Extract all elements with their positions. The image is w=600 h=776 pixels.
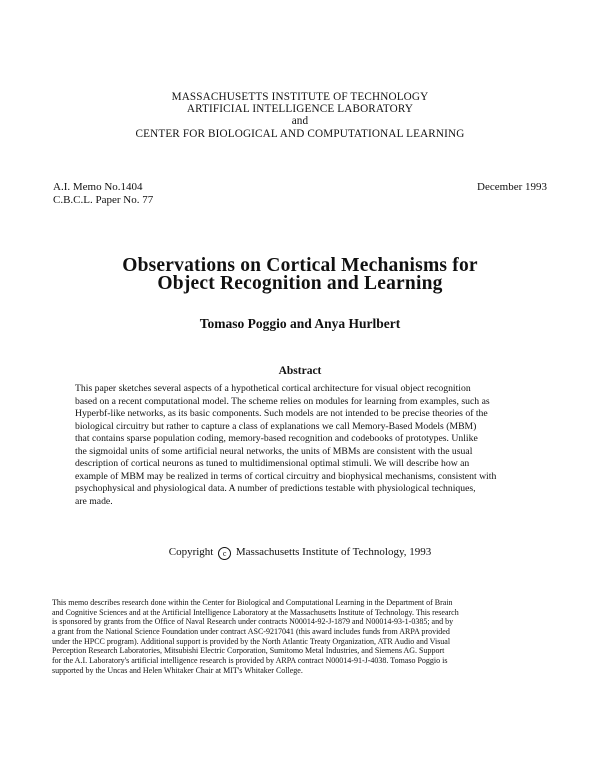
abstract-line: psychophysical and physiological data. A number of predictions testable with physiological techniques, — [75, 483, 476, 494]
institution-line: and — [291, 115, 309, 128]
abstract-line: that contains sparse population coding, memory-based recognition and codebooks of prototypes. Unlike — [75, 433, 478, 444]
copyright-text: Massachusetts Institute of Technology, 1993 — [235, 546, 432, 558]
abstract-body — [75, 383, 525, 508]
abstract-line: biological circuitry but rather to capture a class of explanations we call Memory-Based Models (MBM) — [75, 420, 477, 432]
abstract-line: based on a recent computational model. The scheme relies on modules for learning from examples, such as — [75, 395, 490, 407]
footnote-line: and Cognitive Sciences and at the Artificial Intelligence Laboratory at the Massachusetts Institute of Technology. This research — [52, 607, 459, 617]
institution-line: ARTIFICIAL INTELLIGENCE LABORATORY — [186, 103, 414, 116]
paper-number: C.B.C.L. Paper No. 77 — [53, 193, 154, 206]
abstract-line: Hyperbf-like networks, as its basic components. Such models are not intended to be precise theories of the — [75, 408, 488, 419]
memo-date: December 1993 — [477, 181, 547, 193]
footnote-line: This memo describes research done within the Center for Biological and Computational Learning in the Department of Brain — [52, 598, 453, 607]
footnote-line: Perception Research Laboratories, Mitsubishi Electric Corporation, Sumitomo Metal Industries, and Siemens AG. Support — [52, 646, 445, 656]
institution-line: MASSACHUSETTS INSTITUTE OF TECHNOLOGY — [171, 91, 429, 103]
abstract-heading: Abstract — [278, 365, 322, 377]
copyright-prefix: Copyright — [168, 546, 214, 558]
copyright-icon: c — [218, 547, 231, 560]
funding-footnote — [52, 598, 552, 675]
footnote-line: supported by the Uncas and Helen Whitaker Chair at MIT's Whitaker College. — [52, 665, 303, 675]
title-line-1: Observations on Cortical Mechanisms for — [122, 255, 478, 276]
copyright-notice — [0, 546, 600, 560]
abstract-line: description of cortical neurons as tuned to multidimensional optimal stimuli. We will describe how an — [75, 458, 470, 469]
memo-identifiers — [53, 181, 153, 206]
abstract-line: the sigmoidal units of some artificial neural networks, the units of MBMs are consistent with the usual — [75, 445, 473, 457]
authors: Tomaso Poggio and Anya Hurlbert — [199, 316, 401, 331]
abstract-line: This paper sketches several aspects of a hypothetical cortical architecture for visual object recognition — [75, 383, 471, 394]
footnote-line: a grant from the National Science Foundation under contract ASC-9217041 (this award includes funds from ARPA provided — [52, 626, 450, 636]
institution-line: CENTER FOR BIOLOGICAL AND COMPUTATIONAL LEARNING — [135, 127, 465, 140]
institution-header — [0, 91, 600, 140]
title-line-2: Object Recognition and Learning — [157, 272, 443, 294]
abstract-line: are made. — [75, 495, 113, 507]
memo-number: A.I. Memo No.1404 — [53, 181, 143, 193]
footnote-line: for the A.I. Laboratory's artificial intelligence research is provided by ARPA contract N00014-91-J-4038. Tomaso Poggio is — [52, 655, 448, 665]
abstract-line: example of MBM may be realized in terms of cortical circuitry and biophysical mechanisms, consistent with — [75, 470, 497, 482]
footnote-line: is sponsored by grants from the Office of Naval Research under contracts N00014-92-J-1879 and N00014-93-1-0385; and by — [52, 617, 454, 627]
footnote-line: under the HPCC program). Additional support is provided by the North Atlantic Treaty Organization, ATR Audio and Visual — [52, 636, 451, 646]
paper-title — [0, 257, 600, 292]
